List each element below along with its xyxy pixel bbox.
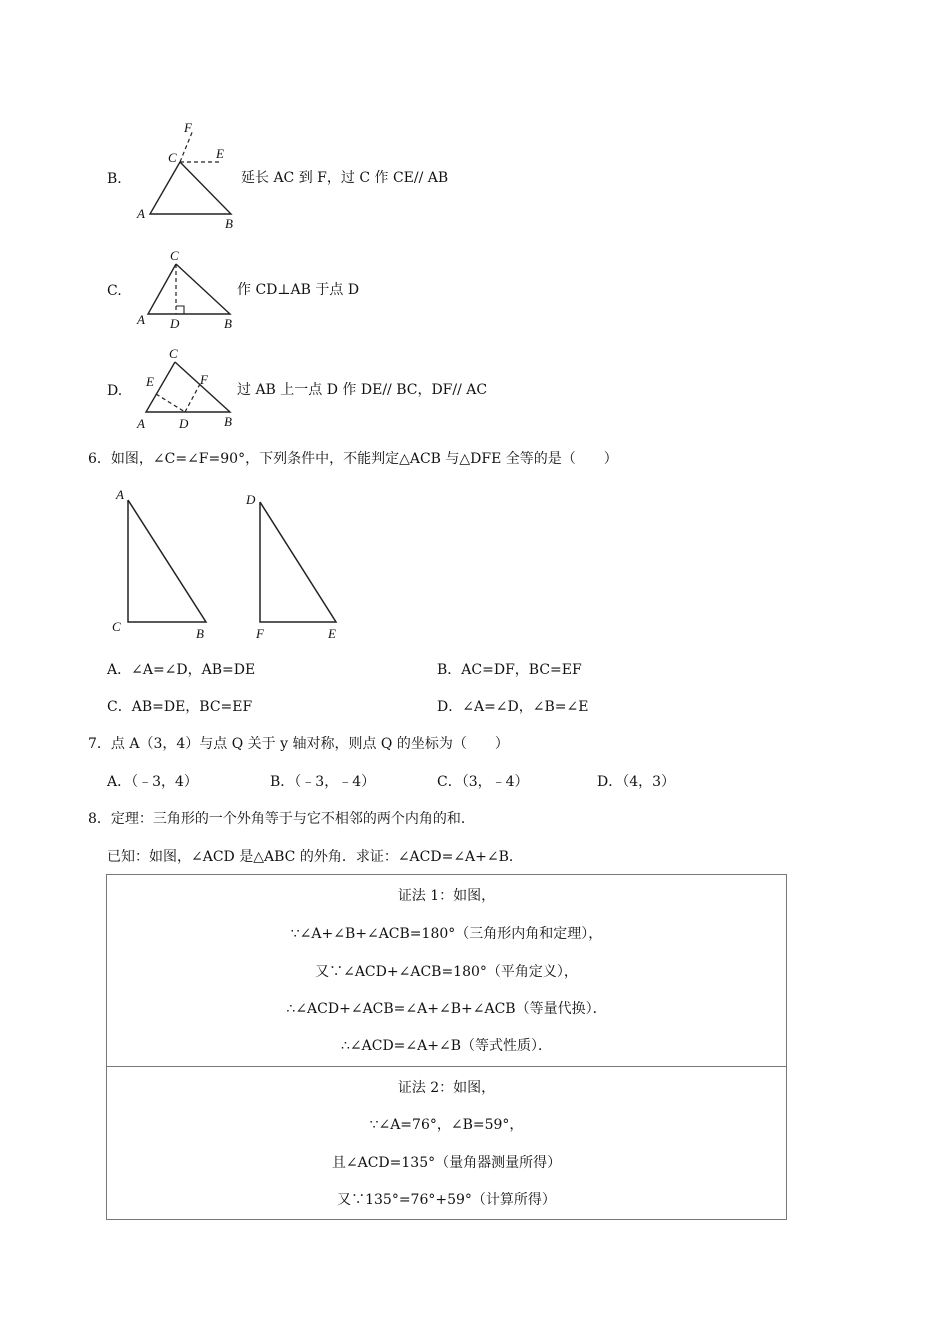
q6-option-d: D．∠A=∠D，∠B=∠E [437, 699, 589, 715]
proof-2-line: 又∵135°=76°+59°（计算所得） [337, 1192, 556, 1208]
label-a: A [137, 416, 145, 431]
label-b: B [224, 316, 232, 331]
label-e: E [328, 626, 336, 641]
q6-option-c: C．AB=DE，BC=EF [107, 699, 253, 715]
proof-2-line: ∵∠A=76°，∠B=59°， [369, 1117, 524, 1133]
q7-option-d: D．（4，3） [597, 774, 676, 790]
q6-stem: 6．如图，∠C=∠F=90°，下列条件中，不能判定△ACB 与△DFE 全等的是（ ） [88, 451, 618, 467]
label-b: B [196, 626, 204, 641]
q6-figure-dfe [240, 484, 360, 644]
proof-1-box [106, 874, 787, 1067]
q6-figure-acb [106, 484, 226, 644]
label-a: A [137, 312, 145, 327]
proof-1-line: ∴∠ACD+∠ACB=∠A+∠B+∠ACB（等量代换）． [286, 1001, 607, 1017]
label-d: D [179, 416, 189, 431]
label-d: D [170, 316, 180, 331]
q6-option-a: A．∠A=∠D，AB=DE [107, 662, 256, 678]
proof-1-line: 证法 1：如图， [397, 888, 496, 904]
label-f: F [200, 372, 208, 387]
label-c: C [168, 150, 177, 165]
figure-option-c [130, 244, 240, 334]
label-c: C [170, 248, 179, 263]
label-e: E [216, 146, 224, 161]
label-d: D [246, 492, 256, 507]
label-c: C [112, 619, 121, 634]
q6-option-b: B．AC=DF，BC=EF [437, 662, 582, 678]
q8-stem: 8．定理：三角形的一个外角等于与它不相邻的两个内角的和． [88, 811, 475, 827]
option-b-letter: B. [107, 171, 122, 187]
proof-1-line: ∵∠A+∠B+∠ACB=180°（三角形内角和定理）， [290, 926, 603, 942]
option-c-text: 作 CD⊥AB 于点 D [237, 282, 360, 298]
proof-2-box [106, 1066, 787, 1220]
figure-option-d [130, 342, 240, 436]
label-b: B [224, 414, 232, 429]
q7-stem: 7．点 A（3，4）与点 Q 关于 y 轴对称，则点 Q 的坐标为（ ） [88, 736, 509, 752]
figure-option-b [130, 118, 240, 234]
q7-option-a: A．（﹣3，4） [107, 774, 198, 790]
option-b-text: 延长 AC 到 F，过 C 作 CE// AB [241, 170, 449, 186]
option-d-text: 过 AB 上一点 D 作 DE// BC，DF// AC [237, 382, 488, 398]
label-f: F [256, 626, 264, 641]
label-e: E [146, 374, 154, 389]
proof-1-line: ∴∠ACD=∠A+∠B（等式性质）． [340, 1038, 552, 1054]
proof-1-line: 又∵∠ACD+∠ACB=180°（平角定义）， [315, 964, 578, 980]
label-a: A [116, 487, 124, 502]
label-b: B [225, 216, 233, 231]
q7-option-b: B．（﹣3，﹣4） [270, 774, 376, 790]
option-d-letter: D. [107, 383, 123, 399]
proof-2-line: 且∠ACD=135°（量角器测量所得） [331, 1155, 562, 1171]
label-c: C [169, 346, 178, 361]
label-f: F [184, 120, 192, 135]
option-c-letter: C. [107, 283, 122, 299]
q7-option-c: C．（3，﹣4） [437, 774, 529, 790]
proof-2-line: 证法 2：如图， [397, 1080, 496, 1096]
label-a: A [137, 206, 145, 221]
q8-given: 已知：如图，∠ACD 是△ABC 的外角．求证：∠ACD=∠A+∠B． [107, 849, 523, 865]
